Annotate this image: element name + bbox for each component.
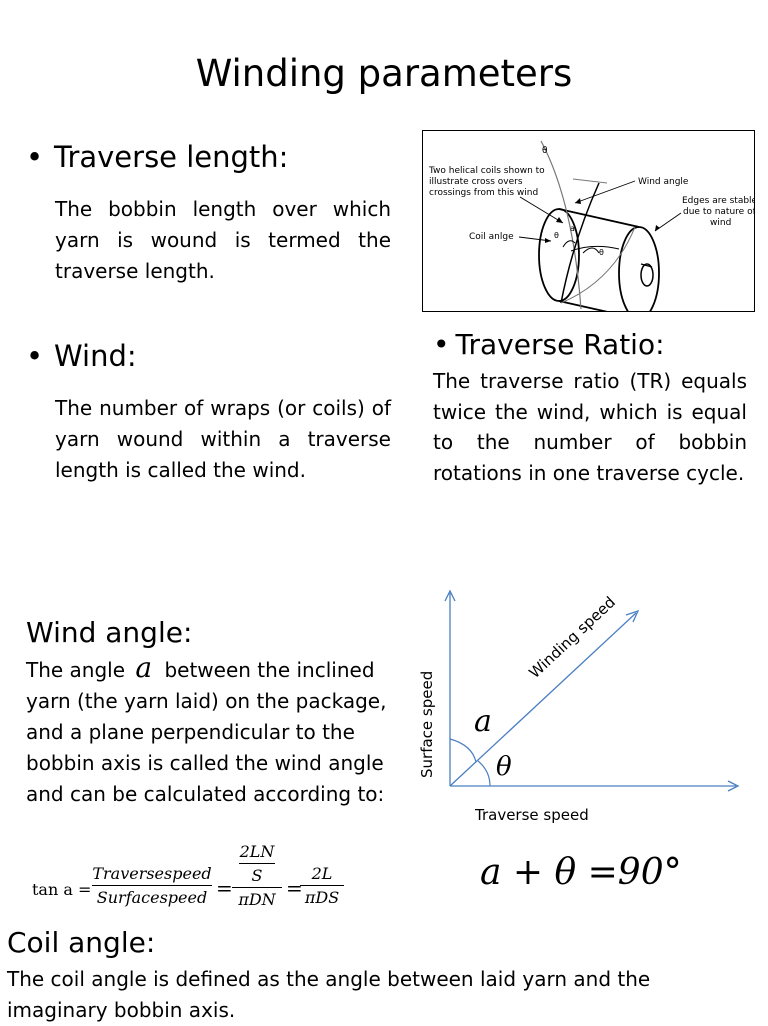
theta-mid-label: θ (554, 231, 559, 240)
helical-label-line1: Two helical coils shown to (429, 166, 545, 176)
formula-frac1-den: Surfacespeed (96, 888, 208, 907)
alpha-mid-label: a (570, 224, 575, 233)
traverse-speed-label: Traverse speed (475, 806, 589, 824)
wind-angle-text (26, 652, 406, 810)
slide-title: Winding parameters (195, 52, 573, 95)
formula-frac2-num-den: S (251, 866, 263, 885)
wind-heading (26, 339, 137, 373)
wind-angle-text-start: The angle (26, 658, 126, 682)
coil-angle-label: Coil anlge (469, 232, 514, 242)
alpha-symbol: a (135, 651, 153, 684)
bullet-dot: • (26, 339, 44, 373)
theta-label: θ (496, 752, 512, 782)
traverse-length-heading (26, 140, 288, 174)
formula-frac2-den: πDN (238, 890, 276, 909)
theta-arc (478, 761, 490, 786)
wind-angle-text-line5: and can be calculated according to: (26, 782, 385, 806)
formula-frac3-num: 2L (311, 864, 333, 883)
bobbin-illustration (423, 131, 754, 311)
alpha-label: a (474, 704, 492, 739)
formula-frac2-num-num: 2LN (239, 842, 275, 861)
wind-angle-label: Wind angle (638, 177, 689, 187)
traverse-ratio-heading (433, 328, 665, 361)
wind-angle-text-after: between the inclined (164, 658, 375, 682)
formula-frac1-num: Traversespeed (92, 864, 212, 883)
wind-heading-text: Wind: (54, 339, 137, 373)
formula-frac3-den: πDS (304, 888, 340, 907)
bullet-dot: • (433, 328, 450, 361)
helical-label-line3: crossings from this wind (429, 188, 539, 198)
edges-label-line1: Edges are stable (682, 196, 754, 206)
surface-speed-label: Surface speed (418, 670, 436, 778)
wind-text: The number of wraps (or coils) of yarn wound within a traverse length is called the wind. (55, 396, 391, 482)
angle-sum-equation: a + θ =90° (480, 852, 682, 893)
wind-angle-heading: Wind angle: (26, 616, 193, 649)
edges-label-line3: wind (710, 218, 732, 228)
bobbin-diagram (422, 130, 755, 312)
wind-angle-formula (32, 840, 362, 920)
speed-vector-diagram (410, 585, 750, 830)
wind-angle-text-line1 (26, 652, 406, 686)
formula-eq2: = (286, 876, 303, 900)
alpha-arc (450, 739, 476, 762)
formula-frac1 (92, 864, 212, 907)
theta-top-label: θ (542, 146, 548, 156)
traverse-ratio-heading-text: Traverse Ratio: (455, 328, 665, 361)
winding-speed-vector (450, 613, 636, 786)
formula-eq1: = (216, 876, 233, 900)
formula-lhs (32, 880, 91, 899)
formula-frac2 (232, 842, 282, 909)
wind-angle-text-line4: bobbin axis is called the wind angle (26, 751, 384, 775)
coil-angle-heading: Coil angle: (7, 926, 156, 959)
traverse-length-text: The bobbin length over which yarn is wound is termed the traverse length. (55, 197, 391, 283)
formula-lhs-text: tan a = (32, 880, 92, 899)
winding-speed-label: Winding speed (525, 593, 619, 682)
wind-angle-text-line3: and a plane perpendicular to the (26, 720, 355, 744)
coil-angle-text (7, 964, 650, 1026)
bullet-dot: • (26, 140, 44, 174)
edges-label-line2: due to nature of (683, 207, 754, 217)
theta-right-label: θ (599, 248, 604, 257)
formula-frac3 (300, 864, 344, 907)
wind-angle-text-line2: yarn (the yarn laid) on the package, (26, 689, 387, 713)
traverse-length-heading-text: Traverse length: (54, 140, 289, 174)
coil-angle-text-line2: imaginary bobbin axis. (7, 998, 236, 1022)
traverse-ratio-text: The traverse ratio (TR) equals twice the wind, which is equal to the number of bobbin rotations in one traverse cycle. (433, 369, 747, 485)
helical-label-line2: illustrate cross overs (429, 177, 523, 187)
coil-angle-text-line1: The coil angle is defined as the angle between laid yarn and the (7, 967, 651, 991)
